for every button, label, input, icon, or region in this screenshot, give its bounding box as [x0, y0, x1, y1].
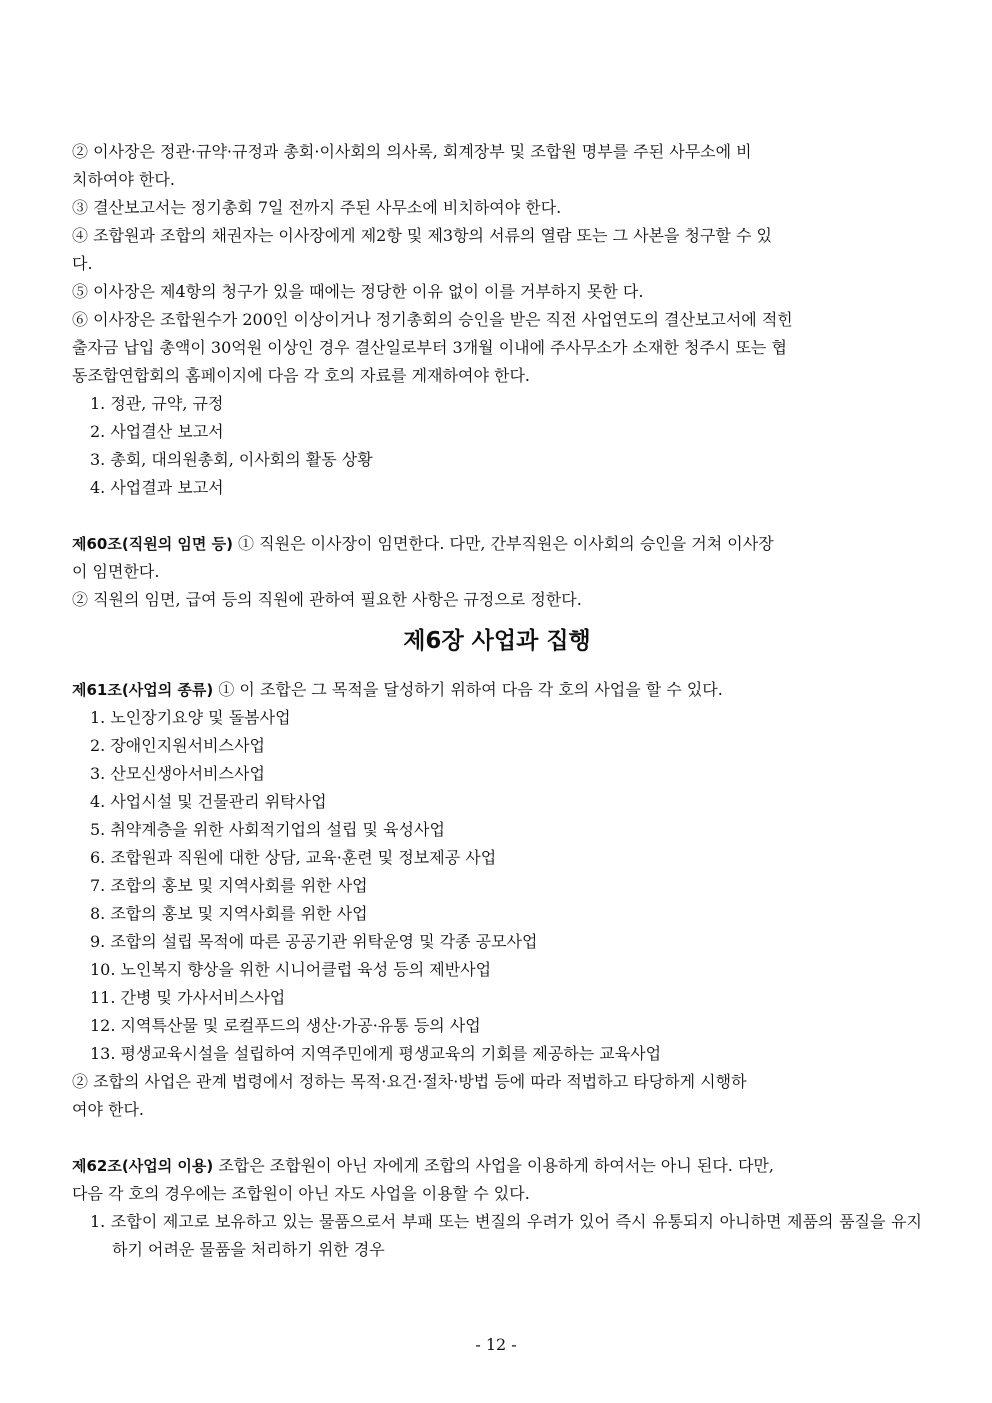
- art59-list-item: 4. 사업결과 보고서: [90, 478, 224, 497]
- art62-para1-line1: [72, 1152, 922, 1180]
- art61-list-item: 1. 노인장기요양 및 돌봄사업: [90, 708, 291, 727]
- art59-list-item: 1. 정관, 규약, 규정: [90, 394, 224, 413]
- art59-para6-line2: 출자금 납입 총액이 30억원 이상인 경우 결산일로부터 3개월 이내에 주사무소가 소재한 청주시 또는 협: [72, 338, 787, 357]
- art61-list-item: 13. 평생교육시설을 설립하여 지역주민에게 평생교육의 기회를 제공하는 교육사업: [90, 1044, 662, 1063]
- art61-list-item: 9. 조합의 설립 목적에 따른 공공기관 위탁운영 및 각종 공모사업: [90, 932, 538, 951]
- art61-list-item: 12. 지역특산물 및 로컬푸드의 생산·가공·유통 등의 사업: [90, 1016, 481, 1035]
- article-title: 제62조(사업의 이용): [72, 1157, 214, 1175]
- art60-para1-line2: 이 임면한다.: [72, 562, 160, 581]
- art59-para2-line2: 치하여야 한다.: [72, 170, 175, 189]
- art61-list-item: 6. 조합원과 직원에 대한 상담, 교육·훈련 및 정보제공 사업: [90, 848, 497, 867]
- article-title: 제61조(사업의 종류): [72, 681, 214, 699]
- art61-list-item: 2. 장애인지원서비스사업: [90, 736, 265, 755]
- art59-para5: ⑤ 이사장은 제4항의 청구가 있을 때에는 정당한 이유 없이 이를 거부하지 못한 다.: [72, 282, 644, 301]
- article-title: 제60조(직원의 임면 등): [72, 535, 233, 553]
- art61-list-item: 4. 사업시설 및 건물관리 위탁사업: [90, 792, 327, 811]
- art62-list-item: 1. 조합이 제고로 보유하고 있는 물품으로서 부패 또는 변질의 우려가 있어 즉시 유통되지 아니하면 제품의 품질을 유지하기 어려운 물품을 처리하기 위한 경우: [90, 1212, 922, 1259]
- art59-para4-line1: ④ 조합원과 조합의 채권자는 이사장에게 제2항 및 제3항의 서류의 열람 또는 그 사본을 청구할 수 있: [72, 226, 772, 245]
- art59-para6-line1: ⑥ 이사장은 조합원수가 200인 이상이거나 정기총회의 승인을 받은 직전 사업연도의 결산보고서에 적힌: [72, 310, 793, 329]
- art61-para1: [72, 676, 922, 704]
- art62-para1-text: 조합은 조합원이 아닌 자에게 조합의 사업을 이용하게 하여서는 아니 된다. 다만,: [213, 1156, 774, 1175]
- art59-para2-line1: ② 이사장은 정관·규약·규정과 총회·이사회의 의사록, 회계장부 및 조합원 명부를 주된 사무소에 비: [72, 142, 752, 161]
- art60-para1-text: ① 직원은 이사장이 임면한다. 다만, 간부직원은 이사회의 승인을 거쳐 이사장: [232, 534, 774, 553]
- art59-para6-line3: 동조합연합회의 홈페이지에 다음 각 호의 자료를 게재하여야 한다.: [72, 366, 531, 385]
- art59-para4-line2: 다.: [72, 254, 93, 273]
- art62-para1-line2: 다음 각 호의 경우에는 조합원이 아닌 자도 사업을 이용할 수 있다.: [72, 1184, 530, 1203]
- art59-para3: ③ 결산보고서는 정기총회 7일 전까지 주된 사무소에 비치하여야 한다.: [72, 198, 562, 217]
- spacer: [72, 1124, 922, 1152]
- art61-list-item: 5. 취약계층을 위한 사회적기업의 설립 및 육성사업: [90, 820, 445, 839]
- art61-list-item: 8. 조합의 홍보 및 지역사회를 위한 사업: [90, 904, 368, 923]
- art61-list-item: 11. 간병 및 가사서비스사업: [90, 988, 286, 1007]
- art61-list-item: 10. 노인복지 향상을 위한 시니어클럽 육성 등의 제반사업: [90, 960, 492, 979]
- art59-list-item: 2. 사업결산 보고서: [90, 422, 224, 441]
- page-number: - 12 -: [475, 1335, 517, 1354]
- art61-list-item: 7. 조합의 홍보 및 지역사회를 위한 사업: [90, 876, 368, 895]
- art61-para1-text: ① 이 조합은 그 목적을 달성하기 위하여 다음 각 호의 사업을 할 수 있다.: [213, 680, 723, 699]
- spacer: [72, 502, 922, 530]
- art60-para1-line1: [72, 530, 922, 558]
- chapter-title: 제6장 사업과 집행: [403, 628, 591, 654]
- art61-list-item: 3. 산모신생아서비스사업: [90, 764, 265, 783]
- art61-para2-line2: 여야 한다.: [72, 1100, 144, 1119]
- document-page: [72, 138, 922, 1264]
- art59-list-item: 3. 총회, 대의원총회, 이사회의 활동 상황: [90, 450, 373, 469]
- art60-para2: ② 직원의 임면, 급여 등의 직원에 관하여 필요한 사항은 규정으로 정한다.: [72, 590, 582, 609]
- art61-para2-line1: ② 조합의 사업은 관계 법령에서 정하는 목적·요건·절차·방법 등에 따라 적법하고 타당하게 시행하: [72, 1072, 747, 1091]
